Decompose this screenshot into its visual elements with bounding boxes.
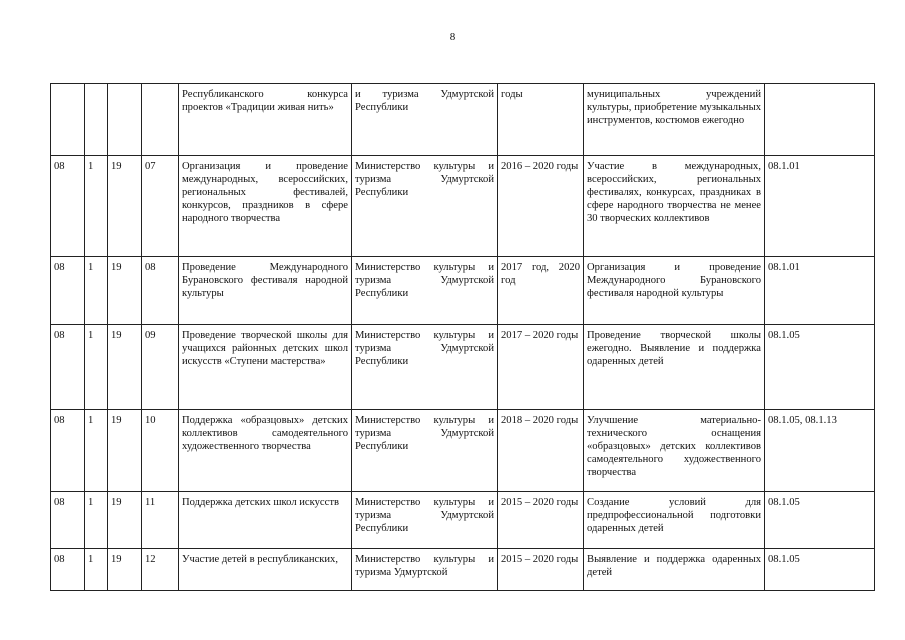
cell-link: 08.1.05, 08.1.13: [765, 410, 875, 492]
cell-link: [765, 84, 875, 156]
cell-code-4: 07: [142, 156, 179, 257]
cell-link: 08.1.05: [765, 325, 875, 410]
cell-code-1: 08: [51, 492, 85, 549]
cell-code-3: 19: [108, 257, 142, 325]
cell-executor: и туризма Удмуртской Республики: [352, 84, 498, 156]
cell-event: Республиканского конкурса проектов «Традиции живая нить»: [179, 84, 352, 156]
table-row: [51, 84, 875, 156]
cell-code-4: 11: [142, 492, 179, 549]
cell-term: 2015 – 2020 годы: [498, 549, 584, 591]
cell-code-4: [142, 84, 179, 156]
program-table: [50, 83, 875, 591]
cell-term: 2018 – 2020 годы: [498, 410, 584, 492]
cell-result: Участие в международных, всероссийских, региональных фестивалях, конкурсах, праздниках в сфере народного творчества не менее 30 творческих коллективов: [584, 156, 765, 257]
table-row: [51, 492, 875, 549]
page-number: 8: [449, 31, 456, 43]
cell-code-2: 1: [85, 156, 108, 257]
cell-link: 08.1.05: [765, 549, 875, 591]
table-row: [51, 325, 875, 410]
cell-code-1: 08: [51, 257, 85, 325]
cell-term: 2015 – 2020 годы: [498, 492, 584, 549]
cell-code-4: 08: [142, 257, 179, 325]
cell-event: Проведение Международного Бурановского фестиваля народной культуры: [179, 257, 352, 325]
cell-code-2: 1: [85, 492, 108, 549]
cell-result: Проведение творческой школы ежегодно. Выявление и поддержка одаренных детей: [584, 325, 765, 410]
cell-code-4: 12: [142, 549, 179, 591]
cell-executor: Министерство культуры и туризма Удмуртской: [352, 549, 498, 591]
cell-executor: Министерство культуры и туризма Удмуртской Республики: [352, 257, 498, 325]
cell-code-3: [108, 84, 142, 156]
cell-link: 08.1.01: [765, 156, 875, 257]
table-row: [51, 156, 875, 257]
cell-term: 2016 – 2020 годы: [498, 156, 584, 257]
cell-code-2: 1: [85, 410, 108, 492]
cell-term: 2017 год, 2020 год: [498, 257, 584, 325]
cell-code-4: 10: [142, 410, 179, 492]
cell-link: 08.1.05: [765, 492, 875, 549]
cell-code-1: [51, 84, 85, 156]
cell-result: Организация и проведение Международного Бурановского фестиваля народной культуры: [584, 257, 765, 325]
table-row: [51, 257, 875, 325]
cell-code-4: 09: [142, 325, 179, 410]
cell-event: Организация и проведение международных, всероссийских, региональных фестивалей, конкурсов, праздников в сфере народного творчества: [179, 156, 352, 257]
cell-event: Проведение творческой школы для учащихся районных детских школ искусств «Ступени мастерства»: [179, 325, 352, 410]
cell-code-3: 19: [108, 410, 142, 492]
cell-code-1: 08: [51, 410, 85, 492]
cell-code-1: 08: [51, 549, 85, 591]
cell-event: Поддержка «образцовых» детских коллективов самодеятельного художественного творчества: [179, 410, 352, 492]
cell-result: Создание условий для предпрофессиональной подготовки одаренных детей: [584, 492, 765, 549]
cell-code-3: 19: [108, 325, 142, 410]
cell-result: муниципальных учреждений культуры, приобретение музыкальных инструментов, костюмов ежегодно: [584, 84, 765, 156]
cell-link: 08.1.01: [765, 257, 875, 325]
cell-code-3: 19: [108, 492, 142, 549]
cell-code-3: 19: [108, 156, 142, 257]
cell-event: Поддержка детских школ искусств: [179, 492, 352, 549]
table-row: [51, 549, 875, 591]
cell-result: Выявление и поддержка одаренных детей: [584, 549, 765, 591]
cell-code-2: 1: [85, 257, 108, 325]
cell-result: Улучшение материально-технического оснащения «образцовых» детских коллективов самодеятельного художественного творчества: [584, 410, 765, 492]
cell-executor: Министерство культуры и туризма Удмуртской Республики: [352, 410, 498, 492]
cell-executor: Министерство культуры и туризма Удмуртской Республики: [352, 492, 498, 549]
cell-executor: Министерство культуры и туризма Удмуртской Республики: [352, 325, 498, 410]
cell-code-2: [85, 84, 108, 156]
cell-code-2: 1: [85, 549, 108, 591]
cell-code-1: 08: [51, 325, 85, 410]
table-row: [51, 410, 875, 492]
cell-code-2: 1: [85, 325, 108, 410]
cell-term: годы: [498, 84, 584, 156]
cell-code-1: 08: [51, 156, 85, 257]
cell-term: 2017 – 2020 годы: [498, 325, 584, 410]
cell-executor: Министерство культуры и туризма Удмуртской Республики: [352, 156, 498, 257]
cell-event: Участие детей в республиканских,: [179, 549, 352, 591]
cell-code-3: 19: [108, 549, 142, 591]
